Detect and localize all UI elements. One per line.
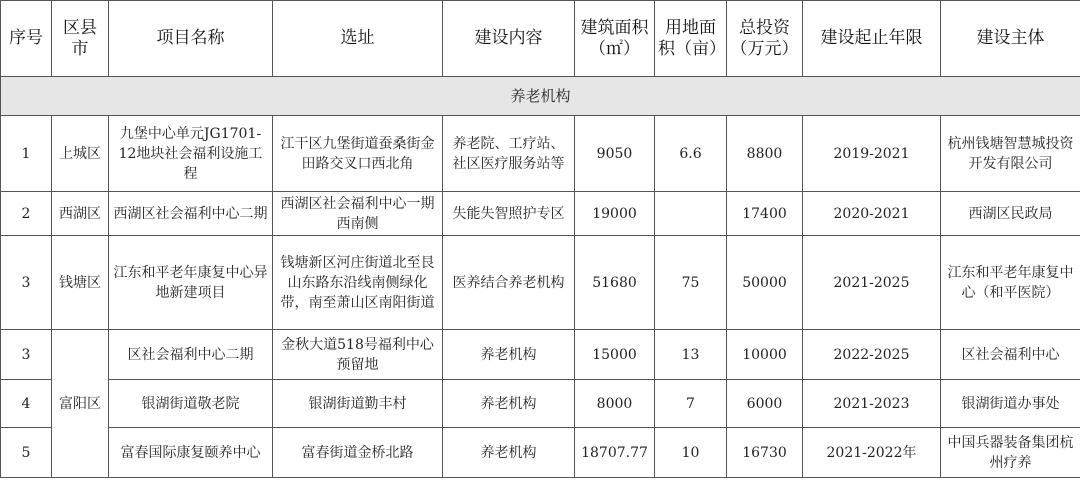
table-row: [1, 116, 1080, 192]
cell-site: 西湖区社会福利中心一期西南侧: [273, 192, 443, 236]
cell-invest: 16730: [727, 428, 803, 478]
cell-owner: 西湖区民政局: [941, 192, 1080, 236]
cell-no: 1: [1, 116, 52, 192]
cell-district: 钱塘区: [52, 236, 109, 330]
cell-content: 养老机构: [443, 330, 575, 380]
cell-invest: 8800: [727, 116, 803, 192]
cell-owner: 杭州钱塘智慧城投资开发有限公司: [941, 116, 1080, 192]
col-header-no: 序号: [1, 1, 52, 77]
cell-area: 8000: [575, 380, 655, 428]
col-header-years: 建设起止年限: [803, 1, 941, 77]
section-title: 养老机构: [1, 77, 1080, 116]
cell-site: 金秋大道518号福利中心预留地: [273, 330, 443, 380]
cell-district: 西湖区: [52, 192, 109, 236]
cell-content: 医养结合养老机构: [443, 236, 575, 330]
header-row: [1, 1, 1080, 77]
cell-name: 富春国际康复颐养中心: [109, 428, 273, 478]
cell-years: 2019-2021: [803, 116, 941, 192]
section-row: [1, 77, 1080, 116]
cell-years: 2021-2025: [803, 236, 941, 330]
table-row: [1, 330, 1080, 380]
cell-area: 51680: [575, 236, 655, 330]
cell-owner: 江东和平老年康复中心（和平医院）: [941, 236, 1080, 330]
cell-years: 2020-2021: [803, 192, 941, 236]
cell-owner: 银湖街道办事处: [941, 380, 1080, 428]
col-header-district: 区县市: [52, 1, 109, 77]
cell-site: 钱塘新区河庄街道北至艮山东路东沿线南侧绿化带，南至萧山区南阳街道: [273, 236, 443, 330]
cell-site: 江干区九堡街道蚕桑街金田路交叉口西北角: [273, 116, 443, 192]
cell-land: [655, 192, 727, 236]
col-header-area: 建筑面积（㎡）: [575, 1, 655, 77]
table-row: [1, 380, 1080, 428]
col-header-owner: 建设主体: [941, 1, 1080, 77]
cell-land: 75: [655, 236, 727, 330]
table-row: [1, 192, 1080, 236]
cell-years: 2022-2025: [803, 330, 941, 380]
cell-content: 养老机构: [443, 380, 575, 428]
col-header-invest: 总投资（万元）: [727, 1, 803, 77]
cell-land: 7: [655, 380, 727, 428]
cell-no: 3: [1, 236, 52, 330]
cell-invest: 50000: [727, 236, 803, 330]
cell-name: 银湖街道敬老院: [109, 380, 273, 428]
cell-area: 18707.77: [575, 428, 655, 478]
cell-no: 3: [1, 330, 52, 380]
cell-district: 上城区: [52, 116, 109, 192]
cell-no: 2: [1, 192, 52, 236]
col-header-site: 选址: [273, 1, 443, 77]
cell-years: 2021-2022年: [803, 428, 941, 478]
cell-area: 19000: [575, 192, 655, 236]
cell-no: 4: [1, 380, 52, 428]
cell-land: 6.6: [655, 116, 727, 192]
cell-name: 九堡中心单元JG1701-12地块社会福利设施工程: [109, 116, 273, 192]
cell-name: 西湖区社会福利中心二期: [109, 192, 273, 236]
cell-owner: 区社会福利中心: [941, 330, 1080, 380]
cell-area: 9050: [575, 116, 655, 192]
col-header-content: 建设内容: [443, 1, 575, 77]
cell-content: 失能失智照护专区: [443, 192, 575, 236]
cell-years: 2021-2023: [803, 380, 941, 428]
cell-invest: 10000: [727, 330, 803, 380]
cell-site: 银湖街道勤丰村: [273, 380, 443, 428]
cell-content: 养老院、工疗站、社区医疗服务站等: [443, 116, 575, 192]
col-header-land: 用地面积（亩）: [655, 1, 727, 77]
cell-area: 15000: [575, 330, 655, 380]
cell-land: 10: [655, 428, 727, 478]
cell-name: 江东和平老年康复中心异地新建项目: [109, 236, 273, 330]
table-row: [1, 236, 1080, 330]
cell-name: 区社会福利中心二期: [109, 330, 273, 380]
cell-owner: 中国兵器装备集团杭州疗养: [941, 428, 1080, 478]
cell-invest: 17400: [727, 192, 803, 236]
cell-land: 13: [655, 330, 727, 380]
cell-invest: 6000: [727, 380, 803, 428]
cell-site: 富春街道金桥北路: [273, 428, 443, 478]
cell-no: 5: [1, 428, 52, 478]
table-row: [1, 428, 1080, 478]
cell-district: 富阳区: [52, 330, 109, 478]
cell-content: 养老机构: [443, 428, 575, 478]
col-header-name: 项目名称: [109, 1, 273, 77]
